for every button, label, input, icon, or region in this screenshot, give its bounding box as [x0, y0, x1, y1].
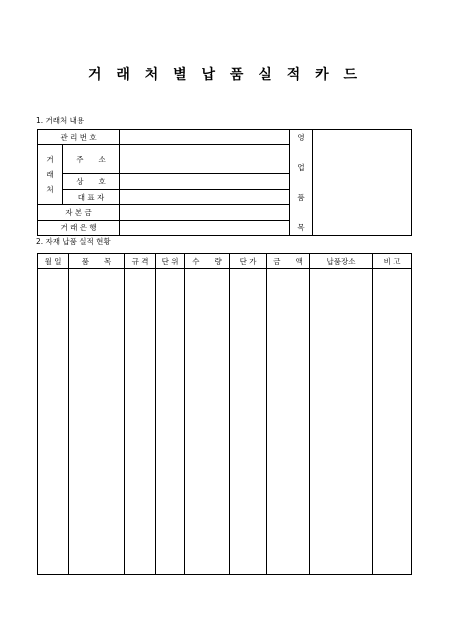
management-no-field[interactable] — [120, 130, 290, 145]
quantity-column-cell[interactable] — [185, 269, 230, 575]
col-header-remarks: 비 고 — [373, 254, 412, 269]
col-header-date: 월 일 — [38, 254, 69, 269]
remarks-column-cell[interactable] — [373, 269, 412, 575]
date-column-cell[interactable] — [38, 269, 69, 575]
address-label: 주 소 — [63, 145, 120, 174]
bank-label: 거 래 은 행 — [38, 220, 120, 235]
col-header-amount: 금 액 — [267, 254, 310, 269]
capital-field[interactable] — [120, 205, 290, 220]
col-header-delivery-place: 납품장소 — [310, 254, 373, 269]
section1-heading: 1. 거래처 내용 — [36, 116, 85, 125]
address-field[interactable] — [120, 145, 290, 174]
col-header-unit-price: 단 가 — [230, 254, 267, 269]
col-header-quantity: 수 량 — [185, 254, 230, 269]
section2-heading: 2. 자재 납품 실적 현황 — [36, 237, 111, 246]
client-info-table — [37, 129, 412, 236]
capital-label: 자 본 금 — [38, 205, 120, 220]
representative-field[interactable] — [120, 189, 290, 204]
item-column-cell[interactable] — [69, 269, 125, 575]
amount-column-cell[interactable] — [267, 269, 310, 575]
business-items-field[interactable] — [313, 130, 412, 236]
delivery-record-table — [37, 253, 412, 575]
business-items-label: 영 업 품 목 — [290, 130, 313, 236]
unit-price-column-cell[interactable] — [230, 269, 267, 575]
unit-column-cell[interactable] — [156, 269, 185, 575]
col-header-spec: 규 격 — [125, 254, 156, 269]
bank-field[interactable] — [120, 220, 290, 235]
representative-label: 대 표 자 — [63, 189, 120, 204]
delivery-place-column-cell[interactable] — [310, 269, 373, 575]
col-header-item: 품 목 — [69, 254, 125, 269]
page-title: 거 래 처 별 납 품 실 적 카 드 — [87, 67, 363, 83]
spec-column-cell[interactable] — [125, 269, 156, 575]
client-label: 거 래 처 — [38, 145, 63, 205]
company-name-field[interactable] — [120, 174, 290, 189]
company-name-label: 상 호 — [63, 174, 120, 189]
management-no-label: 관 리 번 호 — [38, 130, 120, 145]
col-header-unit: 단 위 — [156, 254, 185, 269]
